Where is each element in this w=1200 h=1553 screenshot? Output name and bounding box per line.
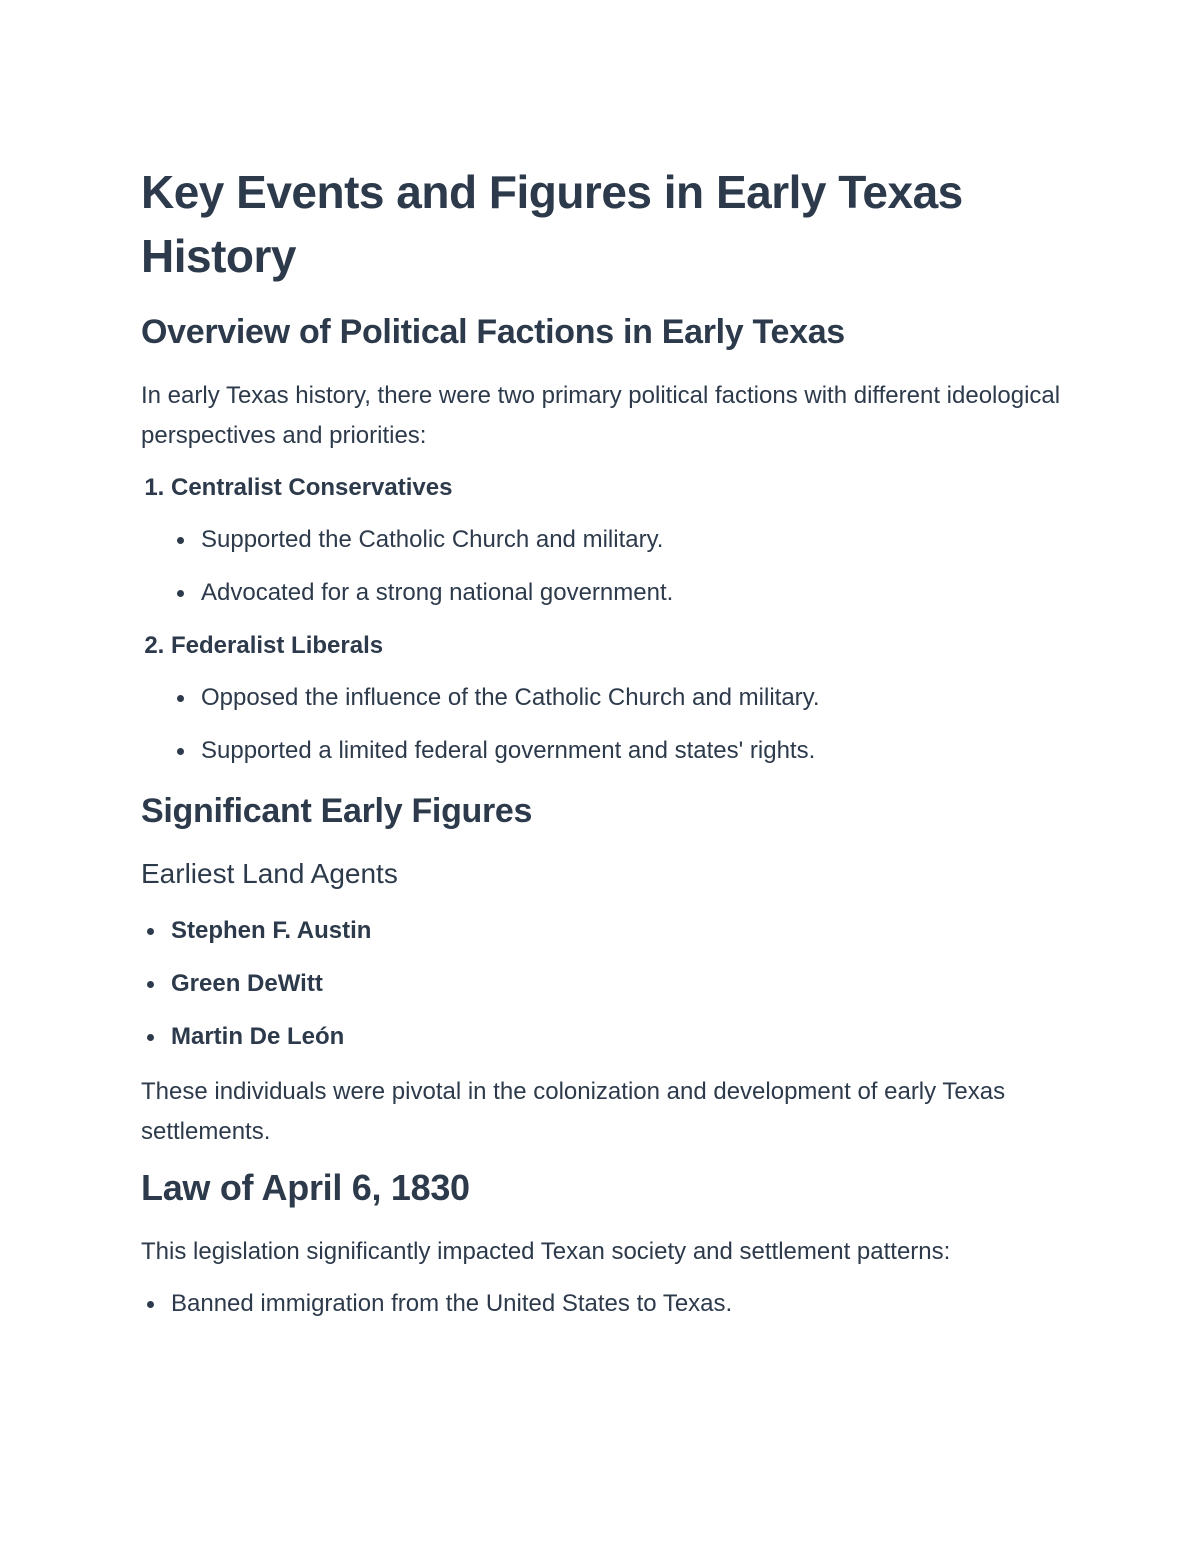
- faction-point: [201, 680, 1081, 716]
- land-agent-item: [171, 1019, 1081, 1055]
- bullet-icon: [147, 1301, 154, 1308]
- figures-heading: Significant Early Figures: [141, 792, 533, 830]
- faction-point-text: Opposed the influence of the Catholic Church and military.: [201, 684, 820, 711]
- land-agents-list: [141, 913, 1081, 1055]
- figures-summary: These individuals were pivotal in the colonization and development of early Texas settlements.: [141, 1078, 1006, 1145]
- bullet-icon: [177, 695, 184, 702]
- bullet-icon: [177, 748, 184, 755]
- document-title: Key Events and Figures in Early Texas History: [141, 166, 963, 282]
- document-content: [141, 160, 1081, 1339]
- factions-list: [141, 470, 1081, 769]
- bullet-icon: [147, 928, 154, 935]
- law-heading: Law of April 6, 1830: [141, 1167, 470, 1208]
- faction-point: [201, 575, 1081, 611]
- faction-point: [201, 733, 1081, 769]
- factions-heading: Overview of Political Factions in Early Texas: [141, 313, 845, 351]
- faction-point-text: Advocated for a strong national government.: [201, 579, 674, 606]
- faction-item: [171, 470, 1081, 611]
- land-agent-item: [171, 966, 1081, 1002]
- law-point-text: Banned immigration from the United States to Texas.: [171, 1290, 733, 1317]
- faction-name: Federalist Liberals: [171, 632, 384, 659]
- faction-name: Centralist Conservatives: [171, 474, 453, 501]
- land-agent-name: Martin De León: [171, 1023, 345, 1050]
- land-agent-name: Green DeWitt: [171, 970, 323, 997]
- bullet-icon: [177, 537, 184, 544]
- faction-point-text: Supported a limited federal government and states' rights.: [201, 737, 816, 764]
- bullet-icon: [147, 981, 154, 988]
- faction-points: [171, 522, 1081, 611]
- bullet-icon: [147, 1034, 154, 1041]
- faction-points: [171, 680, 1081, 769]
- land-agent-name: Stephen F. Austin: [171, 917, 372, 944]
- land-agent-item: [171, 913, 1081, 949]
- faction-point-text: Supported the Catholic Church and military.: [201, 526, 664, 553]
- faction-point: [201, 522, 1081, 558]
- factions-intro: In early Texas history, there were two primary political factions with different ideological perspectives and priorities:: [141, 382, 1061, 449]
- faction-item: [171, 628, 1081, 769]
- law-intro: This legislation significantly impacted Texan society and settlement patterns:: [141, 1238, 951, 1265]
- law-points-list: [141, 1286, 1081, 1322]
- land-agents-subheading: Earliest Land Agents: [141, 858, 398, 889]
- law-point: [171, 1286, 1081, 1322]
- bullet-icon: [177, 590, 184, 597]
